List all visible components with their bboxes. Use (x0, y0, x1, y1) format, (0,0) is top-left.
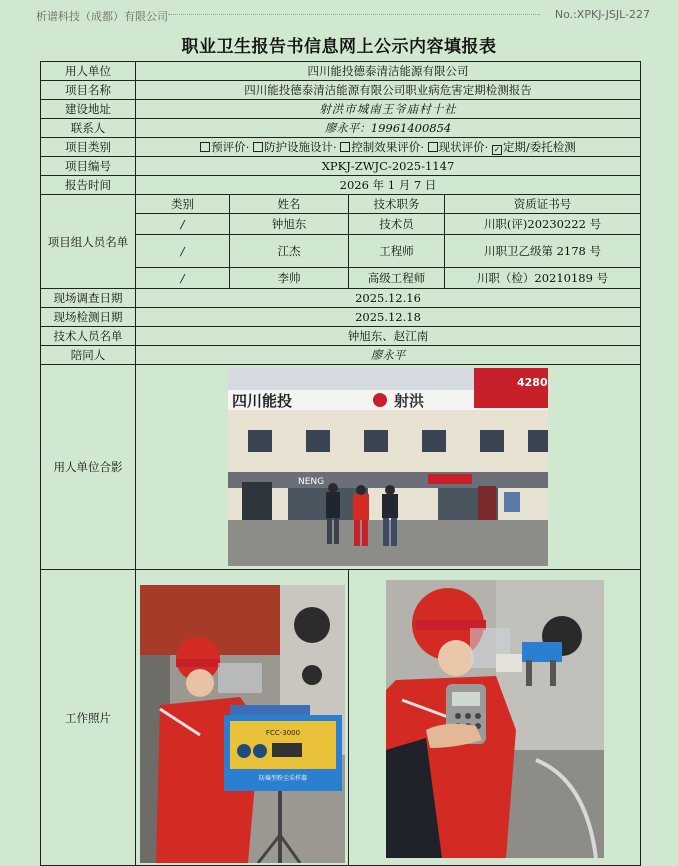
team-row-cert: 川职（检）20210189 号 (445, 268, 641, 289)
team-row-cert: 川职卫乙级第 2178 号 (445, 235, 641, 268)
contact-label: 联系人 (41, 119, 136, 138)
project-name-value: 四川能投德泰清洁能源有限公司职业病危害定期检测报告 (136, 81, 641, 100)
work-photo-right (386, 580, 604, 860)
team-row-title: 高级工程师 (349, 268, 445, 289)
team-row-name: 李帅 (230, 268, 349, 289)
survey-date-value: 2025.12.16 (136, 289, 641, 308)
work-photo-cell-left (136, 570, 349, 866)
group-photo (228, 368, 548, 566)
category-options: 预评价· 防护设施设计· 控制效果评价· 现状评价· ✓ 定期/委托检测 (136, 138, 641, 157)
project-no-label: 项目编号 (41, 157, 136, 176)
row-test-date (41, 308, 641, 327)
checkbox-icon (428, 142, 438, 152)
team-row-title: 技术员 (349, 214, 445, 235)
team-header-row (41, 195, 641, 214)
contact-value: 廖永平：19961400854 (136, 119, 641, 138)
team-row-name: 江杰 (230, 235, 349, 268)
companion-label: 陪同人 (41, 346, 136, 365)
report-time-label: 报告时间 (41, 176, 136, 195)
row-project-name (41, 81, 641, 100)
category-option-control-effect[interactable]: 控制效果评价 (340, 140, 420, 154)
billboard-number: 4280 (517, 376, 548, 389)
building-sign-left: 四川能投 (232, 392, 293, 410)
row-companion (41, 346, 641, 365)
building-sign-right: 射洪 (394, 392, 425, 410)
project-no-value: XPKJ-ZWJC-2025-1147 (136, 157, 641, 176)
tech-staff-value: 钟旭东、赵江南 (136, 327, 641, 346)
group-photo-image (228, 368, 548, 566)
companion-value: 廖永平 (136, 346, 641, 365)
address-value: 射洪市城南王爷庙村十社 (136, 100, 641, 119)
tech-staff-label: 技术人员名单 (41, 327, 136, 346)
checkbox-icon (340, 142, 350, 152)
row-project-no (41, 157, 641, 176)
header-company: 析谱科技（成都）有限公司 (36, 10, 168, 23)
category-option-pre-assessment[interactable]: 预评价 (200, 140, 246, 154)
disclosure-form-table (40, 61, 641, 866)
work-photo-cell-right (349, 570, 641, 866)
row-report-time (41, 176, 641, 195)
instrument-caption: 防爆型粉尘采样器 (258, 775, 307, 782)
category-option-protection-design[interactable]: 防护设施设计 (253, 140, 333, 154)
team-label: 项目组人员名单 (41, 195, 136, 289)
row-work-photos (41, 570, 641, 866)
work-photo-left (140, 585, 345, 865)
employer-label: 用人单位 (41, 62, 136, 81)
checkbox-icon (253, 142, 263, 152)
team-row-name: 钟旭东 (230, 214, 349, 235)
row-address (41, 100, 641, 119)
report-time-value: 2026 年 1 月 7 日 (136, 176, 641, 195)
team-header-cert: 资质证书号 (445, 195, 641, 214)
category-label: 项目类别 (41, 138, 136, 157)
header-doc-number: No.:XPKJ-JSJL-227 (554, 8, 650, 21)
test-date-value: 2025.12.18 (136, 308, 641, 327)
team-header-category: 类别 (136, 195, 230, 214)
group-photo-cell (136, 365, 641, 570)
work-photo-label: 工作照片 (41, 570, 136, 866)
category-option-periodic-testing[interactable]: ✓ 定期/委托检测 (493, 140, 576, 154)
instrument-model: FCC-3000 (265, 729, 300, 737)
row-category (41, 138, 641, 157)
row-survey-date (41, 289, 641, 308)
checkbox-icon (200, 142, 210, 152)
store-sign: NENG (298, 477, 325, 487)
team-row-category: / (136, 214, 230, 235)
work-photo-right-image (386, 580, 604, 858)
address-label: 建设地址 (41, 100, 136, 119)
category-option-status-assessment[interactable]: 现状评价 (428, 140, 485, 154)
team-row-category: / (136, 268, 230, 289)
work-photo-left-image (140, 585, 345, 863)
row-tech-staff (41, 327, 641, 346)
team-row-cert: 川职(评)20230222 号 (445, 214, 641, 235)
survey-date-label: 现场调查日期 (41, 289, 136, 308)
page-header (0, 0, 678, 26)
row-group-photo (41, 365, 641, 570)
row-contact (41, 119, 641, 138)
team-row-title: 工程师 (349, 235, 445, 268)
employer-value: 四川能投德泰清洁能源有限公司 (136, 62, 641, 81)
team-header-name: 姓名 (230, 195, 349, 214)
test-date-label: 现场检测日期 (41, 308, 136, 327)
team-row-category: / (136, 235, 230, 268)
group-photo-label: 用人单位合影 (41, 365, 136, 570)
page-title: 职业卫生报告书信息网上公示内容填报表 (181, 37, 497, 57)
project-name-label: 项目名称 (41, 81, 136, 100)
team-header-title: 技术职务 (349, 195, 445, 214)
checkbox-checked-icon: ✓ (493, 145, 501, 154)
header-divider (168, 14, 540, 15)
row-employer (41, 62, 641, 81)
